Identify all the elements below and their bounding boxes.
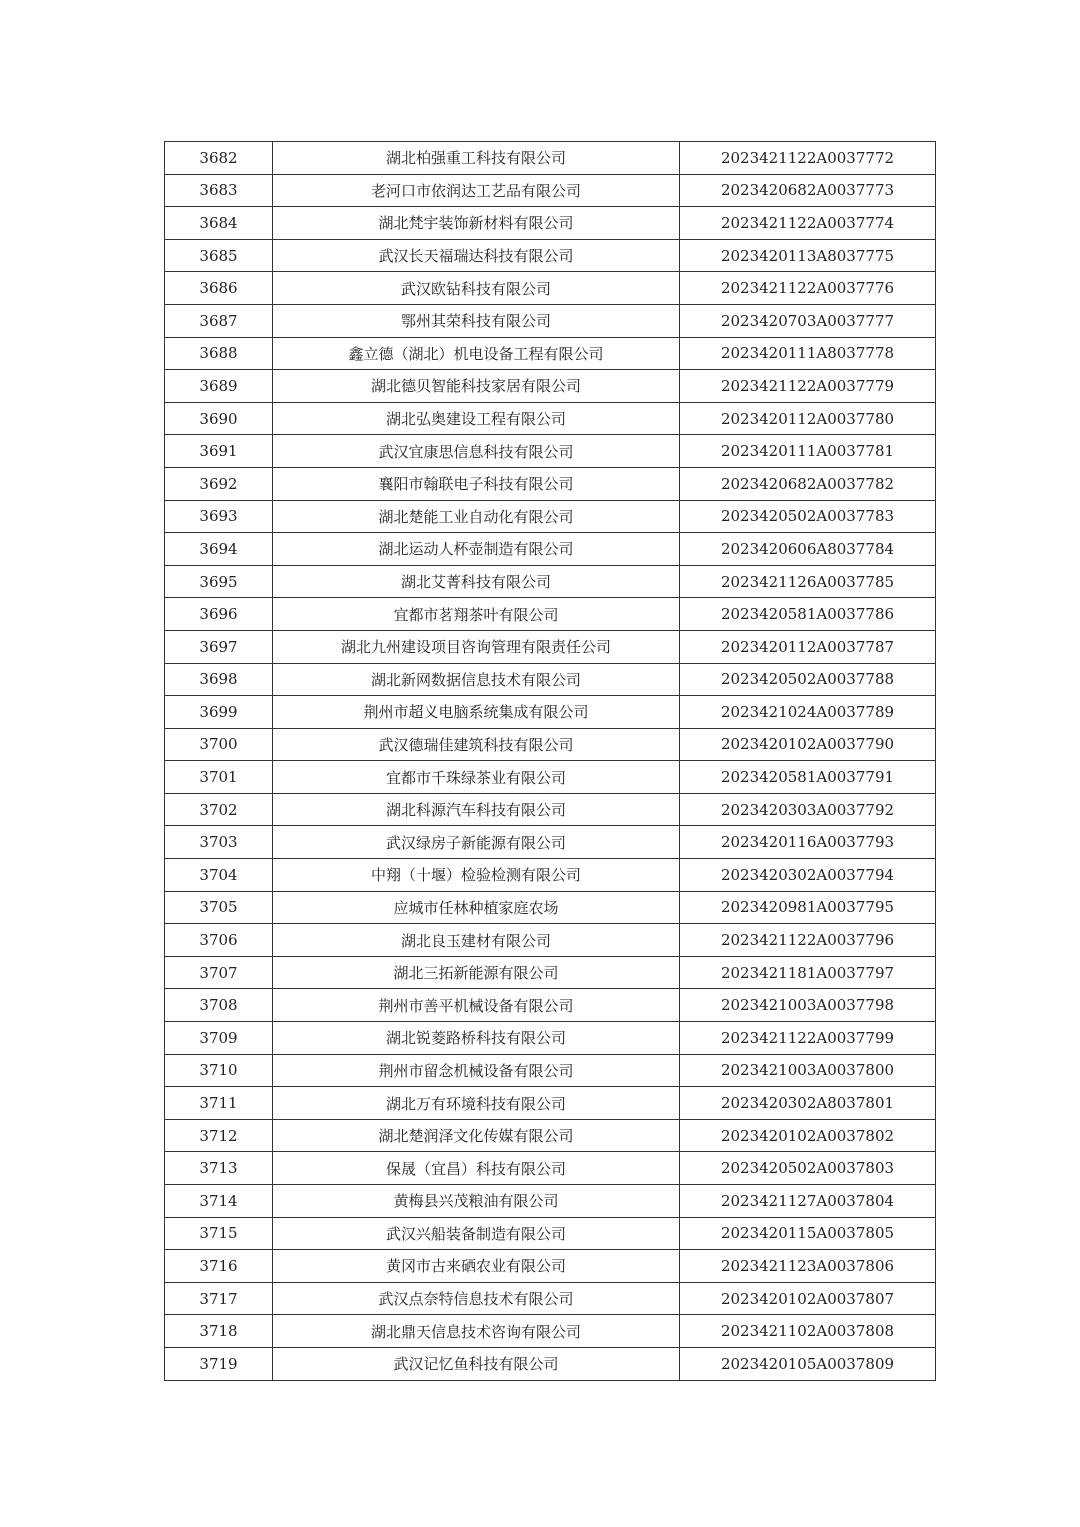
table-row bbox=[165, 1250, 936, 1283]
company-name-cell: 荆州市超义电脑系统集成有限公司 bbox=[273, 696, 680, 729]
company-name-cell: 湖北德贝智能科技家居有限公司 bbox=[273, 370, 680, 403]
table-row bbox=[165, 1054, 936, 1087]
registration-code-cell: 2023420111A0037781 bbox=[680, 435, 936, 468]
registration-code-cell: 2023420111A8037778 bbox=[680, 337, 936, 370]
company-name-cell: 湖北新网数据信息技术有限公司 bbox=[273, 663, 680, 696]
company-name-cell: 荆州市善平机械设备有限公司 bbox=[273, 989, 680, 1022]
registration-code-cell: 2023421122A0037779 bbox=[680, 370, 936, 403]
serial-number-cell: 3700 bbox=[165, 728, 273, 761]
serial-number-cell: 3714 bbox=[165, 1185, 273, 1218]
table-row bbox=[165, 696, 936, 729]
registration-code-cell: 2023421122A0037799 bbox=[680, 1022, 936, 1055]
registration-code-cell: 2023420581A0037791 bbox=[680, 761, 936, 794]
company-name-cell: 黄梅县兴茂粮油有限公司 bbox=[273, 1185, 680, 1218]
serial-number-cell: 3698 bbox=[165, 663, 273, 696]
table-row bbox=[165, 761, 936, 794]
registration-code-cell: 2023420113A8037775 bbox=[680, 239, 936, 272]
company-name-cell: 湖北弘奥建设工程有限公司 bbox=[273, 402, 680, 435]
company-name-cell: 老河口市依润达工艺品有限公司 bbox=[273, 174, 680, 207]
company-name-cell: 宜都市千珠绿茶业有限公司 bbox=[273, 761, 680, 794]
company-name-cell: 湖北万有环境科技有限公司 bbox=[273, 1087, 680, 1120]
registration-code-cell: 2023420502A0037788 bbox=[680, 663, 936, 696]
serial-number-cell: 3696 bbox=[165, 598, 273, 631]
registration-code-cell: 2023421181A0037797 bbox=[680, 956, 936, 989]
company-name-cell: 武汉宜康思信息科技有限公司 bbox=[273, 435, 680, 468]
table-row bbox=[165, 565, 936, 598]
table-row bbox=[165, 1185, 936, 1218]
table-row bbox=[165, 989, 936, 1022]
serial-number-cell: 3718 bbox=[165, 1315, 273, 1348]
serial-number-cell: 3686 bbox=[165, 272, 273, 305]
table-row bbox=[165, 891, 936, 924]
serial-number-cell: 3684 bbox=[165, 207, 273, 240]
company-name-cell: 湖北梵宇装饰新材料有限公司 bbox=[273, 207, 680, 240]
table-row bbox=[165, 1119, 936, 1152]
serial-number-cell: 3715 bbox=[165, 1217, 273, 1250]
registration-code-cell: 2023420115A0037805 bbox=[680, 1217, 936, 1250]
company-name-cell: 湖北良玉建材有限公司 bbox=[273, 924, 680, 957]
company-name-cell: 湖北艾菁科技有限公司 bbox=[273, 565, 680, 598]
serial-number-cell: 3683 bbox=[165, 174, 273, 207]
company-name-cell: 湖北楚能工业自动化有限公司 bbox=[273, 500, 680, 533]
registration-code-cell: 2023420302A8037801 bbox=[680, 1087, 936, 1120]
serial-number-cell: 3697 bbox=[165, 630, 273, 663]
serial-number-cell: 3688 bbox=[165, 337, 273, 370]
table-row bbox=[165, 859, 936, 892]
company-name-cell: 湖北三拓新能源有限公司 bbox=[273, 956, 680, 989]
company-name-cell: 武汉点奈特信息技术有限公司 bbox=[273, 1282, 680, 1315]
company-name-cell: 湖北楚润泽文化传媒有限公司 bbox=[273, 1119, 680, 1152]
table-row bbox=[165, 793, 936, 826]
table-row bbox=[165, 663, 936, 696]
table-row bbox=[165, 337, 936, 370]
registration-code-cell: 2023421127A0037804 bbox=[680, 1185, 936, 1218]
registration-code-cell: 2023420303A0037792 bbox=[680, 793, 936, 826]
company-registry-table bbox=[164, 141, 936, 1381]
serial-number-cell: 3690 bbox=[165, 402, 273, 435]
serial-number-cell: 3701 bbox=[165, 761, 273, 794]
table-row bbox=[165, 533, 936, 566]
serial-number-cell: 3699 bbox=[165, 696, 273, 729]
registration-code-cell: 2023420502A0037803 bbox=[680, 1152, 936, 1185]
serial-number-cell: 3719 bbox=[165, 1347, 273, 1380]
registration-code-cell: 2023420682A0037773 bbox=[680, 174, 936, 207]
company-name-cell: 湖北锐菱路桥科技有限公司 bbox=[273, 1022, 680, 1055]
table-row bbox=[165, 239, 936, 272]
table-row bbox=[165, 1282, 936, 1315]
registration-code-cell: 2023420102A0037790 bbox=[680, 728, 936, 761]
serial-number-cell: 3693 bbox=[165, 500, 273, 533]
table-row bbox=[165, 272, 936, 305]
table-row bbox=[165, 728, 936, 761]
table-body bbox=[165, 142, 936, 1381]
company-name-cell: 鑫立德（湖北）机电设备工程有限公司 bbox=[273, 337, 680, 370]
table-row bbox=[165, 402, 936, 435]
company-name-cell: 应城市任林种植家庭农场 bbox=[273, 891, 680, 924]
registration-code-cell: 2023420502A0037783 bbox=[680, 500, 936, 533]
registration-code-cell: 2023421122A0037776 bbox=[680, 272, 936, 305]
registration-code-cell: 2023420682A0037782 bbox=[680, 467, 936, 500]
serial-number-cell: 3685 bbox=[165, 239, 273, 272]
registration-code-cell: 2023421122A0037796 bbox=[680, 924, 936, 957]
table-row bbox=[165, 956, 936, 989]
table-row bbox=[165, 630, 936, 663]
table-row bbox=[165, 826, 936, 859]
registration-code-cell: 2023421126A0037785 bbox=[680, 565, 936, 598]
serial-number-cell: 3716 bbox=[165, 1250, 273, 1283]
serial-number-cell: 3705 bbox=[165, 891, 273, 924]
company-name-cell: 湖北九州建设项目咨询管理有限责任公司 bbox=[273, 630, 680, 663]
table-row bbox=[165, 1087, 936, 1120]
serial-number-cell: 3692 bbox=[165, 467, 273, 500]
company-name-cell: 黄冈市古来硒农业有限公司 bbox=[273, 1250, 680, 1283]
table-row bbox=[165, 1315, 936, 1348]
table-row bbox=[165, 304, 936, 337]
table-row bbox=[165, 500, 936, 533]
table-row bbox=[165, 1022, 936, 1055]
serial-number-cell: 3682 bbox=[165, 142, 273, 175]
registration-code-cell: 2023421123A0037806 bbox=[680, 1250, 936, 1283]
registration-code-cell: 2023420112A0037787 bbox=[680, 630, 936, 663]
registration-code-cell: 2023420581A0037786 bbox=[680, 598, 936, 631]
table-row bbox=[165, 435, 936, 468]
registration-code-cell: 2023420102A0037802 bbox=[680, 1119, 936, 1152]
serial-number-cell: 3695 bbox=[165, 565, 273, 598]
company-name-cell: 鄂州其荣科技有限公司 bbox=[273, 304, 680, 337]
table-row bbox=[165, 467, 936, 500]
serial-number-cell: 3694 bbox=[165, 533, 273, 566]
table-row bbox=[165, 598, 936, 631]
serial-number-cell: 3704 bbox=[165, 859, 273, 892]
company-name-cell: 保晟（宜昌）科技有限公司 bbox=[273, 1152, 680, 1185]
serial-number-cell: 3706 bbox=[165, 924, 273, 957]
serial-number-cell: 3691 bbox=[165, 435, 273, 468]
serial-number-cell: 3710 bbox=[165, 1054, 273, 1087]
registration-code-cell: 2023420981A0037795 bbox=[680, 891, 936, 924]
table-row bbox=[165, 207, 936, 240]
registration-code-cell: 2023420112A0037780 bbox=[680, 402, 936, 435]
company-name-cell: 武汉兴船装备制造有限公司 bbox=[273, 1217, 680, 1250]
registration-code-cell: 2023421122A0037772 bbox=[680, 142, 936, 175]
table-row bbox=[165, 370, 936, 403]
registration-code-cell: 2023421003A0037798 bbox=[680, 989, 936, 1022]
table-row bbox=[165, 1347, 936, 1380]
registration-code-cell: 2023420105A0037809 bbox=[680, 1347, 936, 1380]
table-row bbox=[165, 174, 936, 207]
table-row bbox=[165, 142, 936, 175]
serial-number-cell: 3689 bbox=[165, 370, 273, 403]
company-name-cell: 武汉德瑞佳建筑科技有限公司 bbox=[273, 728, 680, 761]
company-name-cell: 湖北柏强重工科技有限公司 bbox=[273, 142, 680, 175]
company-name-cell: 武汉欧钻科技有限公司 bbox=[273, 272, 680, 305]
table-row bbox=[165, 924, 936, 957]
serial-number-cell: 3709 bbox=[165, 1022, 273, 1055]
registration-code-cell: 2023420302A0037794 bbox=[680, 859, 936, 892]
registration-code-cell: 2023421122A0037774 bbox=[680, 207, 936, 240]
company-name-cell: 湖北鼎天信息技术咨询有限公司 bbox=[273, 1315, 680, 1348]
registration-code-cell: 2023420116A0037793 bbox=[680, 826, 936, 859]
table-row bbox=[165, 1152, 936, 1185]
registration-code-cell: 2023421003A0037800 bbox=[680, 1054, 936, 1087]
company-name-cell: 湖北运动人杯壶制造有限公司 bbox=[273, 533, 680, 566]
registration-code-cell: 2023421102A0037808 bbox=[680, 1315, 936, 1348]
company-name-cell: 荆州市留念机械设备有限公司 bbox=[273, 1054, 680, 1087]
serial-number-cell: 3717 bbox=[165, 1282, 273, 1315]
company-name-cell: 武汉记忆鱼科技有限公司 bbox=[273, 1347, 680, 1380]
serial-number-cell: 3711 bbox=[165, 1087, 273, 1120]
company-name-cell: 武汉长天福瑞达科技有限公司 bbox=[273, 239, 680, 272]
registration-code-cell: 2023421024A0037789 bbox=[680, 696, 936, 729]
serial-number-cell: 3703 bbox=[165, 826, 273, 859]
table-row bbox=[165, 1217, 936, 1250]
company-name-cell: 宜都市茗翔茶叶有限公司 bbox=[273, 598, 680, 631]
company-name-cell: 武汉绿房子新能源有限公司 bbox=[273, 826, 680, 859]
serial-number-cell: 3712 bbox=[165, 1119, 273, 1152]
document-page bbox=[164, 141, 935, 1381]
company-name-cell: 襄阳市翰联电子科技有限公司 bbox=[273, 467, 680, 500]
serial-number-cell: 3702 bbox=[165, 793, 273, 826]
serial-number-cell: 3707 bbox=[165, 956, 273, 989]
registration-code-cell: 2023420703A0037777 bbox=[680, 304, 936, 337]
serial-number-cell: 3713 bbox=[165, 1152, 273, 1185]
company-name-cell: 湖北科源汽车科技有限公司 bbox=[273, 793, 680, 826]
registration-code-cell: 2023420606A8037784 bbox=[680, 533, 936, 566]
serial-number-cell: 3708 bbox=[165, 989, 273, 1022]
company-name-cell: 中翔（十堰）检验检测有限公司 bbox=[273, 859, 680, 892]
serial-number-cell: 3687 bbox=[165, 304, 273, 337]
registration-code-cell: 2023420102A0037807 bbox=[680, 1282, 936, 1315]
